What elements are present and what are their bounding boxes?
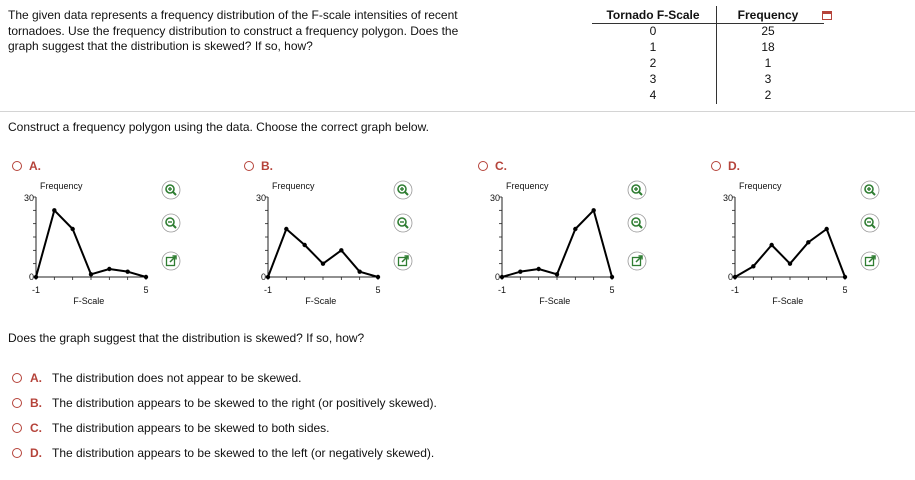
data-point [536, 267, 540, 271]
popout-icon[interactable] [393, 251, 413, 271]
data-point [89, 272, 93, 276]
option-letter: C. [30, 421, 42, 435]
radio-button[interactable] [12, 448, 22, 458]
data-point [376, 275, 380, 279]
zoom-out-icon[interactable] [161, 213, 181, 233]
y-axis-label: Frequency [40, 181, 83, 191]
section-divider [0, 111, 915, 112]
data-point [555, 272, 559, 276]
part2-prompt: Does the graph suggest that the distribution is skewed? If so, how? [8, 331, 365, 345]
data-point [52, 208, 56, 212]
table-header-rule [592, 23, 824, 24]
radio-button[interactable] [12, 423, 22, 433]
y-tick-label: 30 [489, 193, 500, 203]
x-tick-label: -1 [263, 285, 273, 295]
y-axis-label: Frequency [272, 181, 315, 191]
data-point [824, 227, 828, 231]
zoom-in-icon[interactable] [627, 180, 647, 200]
data-point [843, 275, 847, 279]
x-axis-label: F-Scale [305, 296, 337, 306]
table-cell: 2 [649, 56, 657, 70]
table-cell: 25 [761, 24, 775, 38]
zoom-out-icon[interactable] [627, 213, 647, 233]
table-cell: 1 [649, 40, 657, 54]
data-point [573, 227, 577, 231]
polygon-line [36, 210, 146, 277]
graph-option-letter-a[interactable]: A. [29, 159, 41, 173]
data-point [339, 248, 343, 252]
option-text: The distribution does not appear to be skewed. [52, 371, 302, 385]
x-tick-label: 5 [143, 285, 149, 295]
x-axis-label: F-Scale [539, 296, 571, 306]
table-header-frequency: Frequency [737, 8, 799, 22]
option-letter: A. [30, 371, 42, 385]
zoom-out-icon[interactable] [860, 213, 880, 233]
zoom-in-icon[interactable] [161, 180, 181, 200]
polygon-line [268, 229, 378, 277]
y-tick-label: 0 [494, 272, 500, 282]
y-tick-label: 0 [260, 272, 266, 282]
y-tick-label: 0 [28, 272, 34, 282]
option-letter: D. [30, 446, 42, 460]
graph-option-letter-b[interactable]: B. [261, 159, 273, 173]
data-point [284, 227, 288, 231]
zoom-in-icon[interactable] [860, 180, 880, 200]
data-point [107, 267, 111, 271]
option-text: The distribution appears to be skewed to both sides. [52, 421, 330, 435]
table-cell: 3 [649, 72, 657, 86]
data-point [751, 264, 755, 268]
data-point [357, 269, 361, 273]
data-point [806, 240, 810, 244]
popout-icon[interactable] [860, 251, 880, 271]
popout-icon[interactable] [627, 251, 647, 271]
data-point [769, 243, 773, 247]
x-tick-label: -1 [730, 285, 740, 295]
frequency-polygon-graph-a [4, 178, 154, 313]
radio-button[interactable] [12, 398, 22, 408]
data-point [518, 269, 522, 273]
data-point [125, 269, 129, 273]
table-cell: 0 [649, 24, 657, 38]
x-tick-label: 5 [842, 285, 848, 295]
radio-button[interactable] [244, 161, 254, 171]
data-point [788, 261, 792, 265]
x-tick-label: -1 [31, 285, 41, 295]
graph-option-letter-d[interactable]: D. [728, 159, 740, 173]
table-cell: 4 [649, 88, 657, 102]
data-point [591, 208, 595, 212]
x-axis-label: F-Scale [772, 296, 804, 306]
data-point [266, 275, 270, 279]
table-col-frequency [718, 7, 818, 103]
frequency-polygon-graph-d [703, 178, 853, 313]
y-axis-label: Frequency [506, 181, 549, 191]
popout-icon[interactable] [161, 251, 181, 271]
polygon-line [502, 210, 612, 277]
graph-option-letter-c[interactable]: C. [495, 159, 507, 173]
radio-button[interactable] [12, 161, 22, 171]
x-tick-label: 5 [375, 285, 381, 295]
frequency-polygon-graph-b [236, 178, 386, 313]
table-column-rule [716, 6, 717, 104]
polygon-line [735, 229, 845, 277]
data-point [34, 275, 38, 279]
table-cell: 3 [764, 72, 772, 86]
option-text: The distribution appears to be skewed to the right (or positively skewed). [52, 396, 437, 410]
zoom-in-icon[interactable] [393, 180, 413, 200]
zoom-out-icon[interactable] [393, 213, 413, 233]
data-point [500, 275, 504, 279]
data-point [302, 243, 306, 247]
option-text: The distribution appears to be skewed to the left (or negatively skewed). [52, 446, 435, 460]
table-header-fscale: Tornado F-Scale [606, 8, 700, 22]
frequency-polygon-graph-c [470, 178, 620, 313]
option-letter: B. [30, 396, 42, 410]
data-point [610, 275, 614, 279]
y-tick-label: 30 [722, 193, 733, 203]
y-axis-label: Frequency [739, 181, 782, 191]
table-cell: 18 [761, 40, 775, 54]
table-col-fscale [592, 7, 714, 103]
y-tick-label: 30 [255, 193, 266, 203]
y-tick-label: 0 [727, 272, 733, 282]
x-axis-label: F-Scale [73, 296, 105, 306]
part1-prompt: Construct a frequency polygon using the data. Choose the correct graph below. [8, 120, 429, 134]
data-point [733, 275, 737, 279]
data-point [70, 227, 74, 231]
data-point [321, 261, 325, 265]
data-point [144, 275, 148, 279]
x-tick-label: 5 [609, 285, 615, 295]
radio-button[interactable] [711, 161, 721, 171]
radio-button[interactable] [12, 373, 22, 383]
question-text: The given data represents a frequency distribution of the F-scale intensities of recent tornadoes. Use the frequency distribution to construct a frequency polygon. Does the graph suggest that the distribution is skewed? If so, how? [8, 8, 459, 53]
y-tick-label: 30 [23, 193, 34, 203]
table-cell: 1 [764, 56, 772, 70]
expand-table-icon[interactable] [822, 11, 832, 20]
table-cell: 2 [764, 88, 772, 102]
radio-button[interactable] [478, 161, 488, 171]
x-tick-label: -1 [497, 285, 507, 295]
